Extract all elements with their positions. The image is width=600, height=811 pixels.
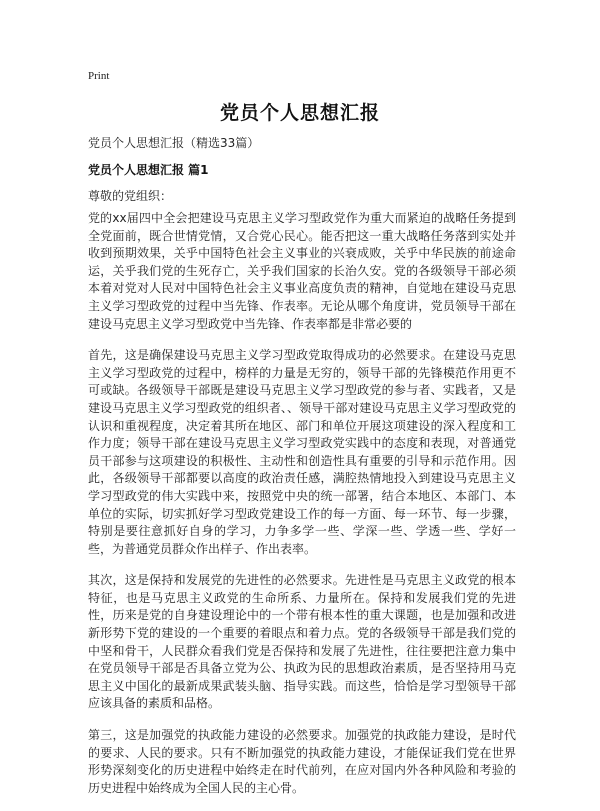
paragraph-2: 首先，这是确保建设马克思主义学习型政党取得成功的必然要求。在建设马克思主义学习型政党的过程中，榜样的力量是无穷的，领导干部的先锋模范作用更不可或缺。各级领导干部既是建设马克思主义学习型政党的参与者、实践者，又是建设马克思主义学习型政党的组织者、、领导干部对建设马克思主义学习型政党的认识和重视程度，决定着其所在地区、部门和单位开展这项建设的深入程度和工作力度；领导干部在建设马克思主义学习型政党实践中的态度和表现，对普通党员干部参与这项建设的积极性、主动性和创造性具有重要的引导和示范作用。因此，各级领导干部都要以高度的政治责任感，满腔热情地投入到建设马克思主义学习型政党的伟大实践中来，按照党中央的统一部署，结合本地区、本部门、本单位的实际，切实抓好学习型政党建设工作的每一方面、每一环节、每一步骤，特别是要往意抓好自身的学习，力争多学一些、学深一些、学透一些、学好一些，为普通党员群众作出样子、作出表率。	[88, 348, 516, 556]
paragraph-3: 其次，这是保持和发展党的先进性的必然要求。先进性是马克思主义政党的根本特征，也是马克思主义政党的生命所系、力量所在。保持和发展我们党的先进性，历来是党的自身建设理论中的一个带有根本性的重大课题，也是加强和改进新形势下党的建设的一个重要的着眼点和着力点。党的各级领导干部是我们党的中坚和骨干，人民群众看我们党是否保持和发展了先进性，往往要把注意力集中在党员领导干部是否具备立党为公、执政为民的思想政治素质，是否坚持用马克思主义中国化的最新成果武装头脑、指导实践。而这些，恰恰是学习型领导干部应该具备的素质和品格。	[88, 573, 516, 711]
body-text	[88, 210, 516, 811]
document-subtitle: 党员个人思想汇报（精选33篇）	[88, 136, 260, 150]
print-link[interactable]: Print	[88, 70, 110, 82]
paragraph-1: 党的xx届四中全会把建设马克思主义学习型政党作为重大而紧迫的战略任务提到全党面前，既合世情党情，又合党心民心。能否把这一重大战略任务落到实处并收到预期效果，关乎中国特色社会主义事业的兴衰成败，关乎中华民族的前途命运，关乎我们党的生死存亡，关乎我们国家的长治久安。党的各级领导干部必须本着对党对人民对中国特色社会主义事业高度负责的精神，自觉地在建设马克思主义学习型政党的过程中当先锋、作表率。无论从哪个角度讲，党员领导干部在建设马克思主义学习型政党中当先锋、作表率都是非常必要的	[88, 211, 516, 331]
salutation: 尊敬的党组织：	[88, 189, 173, 203]
document-title: 党员个人思想汇报	[219, 102, 380, 124]
paragraph-4: 第三，这是加强党的执政能力建设的必然要求。加强党的执政能力建设，是时代的要求、人民的要求。只有不断加强党的执政能力建设，才能保证我们党在世界形势深刻变化的历史进程中始终走在时代前列，在应对国内外各种风险和考验的历史进程中始终成为全国人民的主心骨。	[88, 728, 516, 795]
section-heading: 党员个人思想汇报 篇1	[88, 163, 209, 177]
